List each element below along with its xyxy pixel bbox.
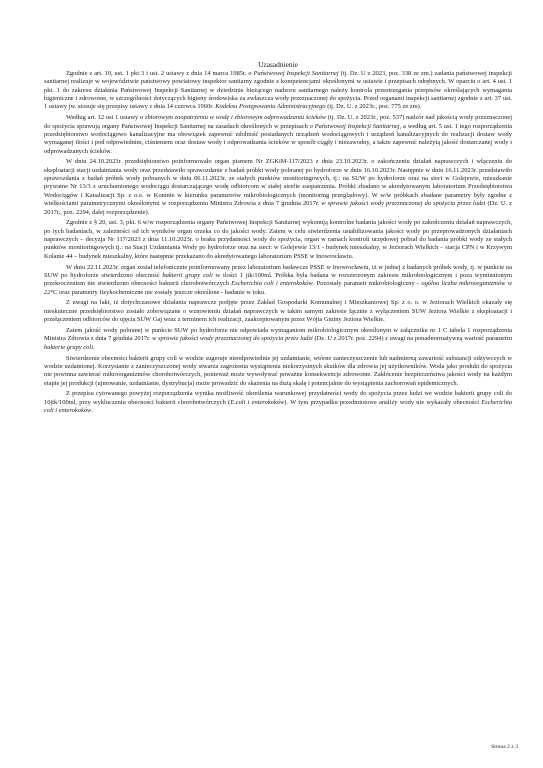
italic-text-run: o Państwowej Inspekcji Sanitarnej bbox=[309, 122, 400, 130]
italic-text-run: ogólna liczba mikroorganizmów w 22°C bbox=[44, 280, 512, 296]
text-run: oraz parametry fizykochemiczne nie zostały jeszcze określone - badanie w toku. bbox=[57, 288, 266, 296]
italic-text-run: Escherichia coli i enterokoków bbox=[231, 280, 313, 288]
text-run: W dniu 24.10.2023r. przedsiębiorstwo poinformowało organ pismem Nr ZGKiM-117/2023 z dnia 23.10.2023r. o zakończeniu działań naprawczych i włączeniu do eksploatacji stacji uzdatniania wody oraz przedstawiło sprawozdanie z badań próbki wody pobranej po hydroforze w dniu 16.10.2023r. Następnie w dniu 16.11.2023r. przedstawiło sprawozdania z badań próbek wody pobranych w dniu 06.11.2023r. ze stałych punktów monitoringowych, tj.: na SUW po hydroforze oraz na sieci w Golejewie, mieszkanie prywatne Nr 13/3 z uruchomionego wodociągu dostarczającego wodę odbiorcom w stałej strefie zaopatrzenia. Próbki zbadano w akredytowanym laboratorium Przedsiębiorstwa Wodociągów i Kanalizacji Sp. z o.o. w Koninie w kierunku parametrów mikrobiologicznych (monitoring przeglądowy). W w/w próbkach zbadane parametry były zgodne z wielkościami parametrycznymi określonymi w rozporządzeniu Ministra Zdrowia z dnia 7 grudnia 2017r. bbox=[44, 158, 512, 208]
paragraph-conditional-suitability bbox=[44, 390, 512, 415]
text-run: w ilości 1 jtk/100ml. Próbka była badana w rozszerzonym zakresie mikrobiologicznym i poza wymienionym przekroczeniem nie stwierdzono obecności bakterii chorobotwórczych bbox=[44, 271, 512, 288]
italic-text-run: o zbiorowym zaopatrzeniu w wodę i zbiorowym odprowadzaniu ścieków bbox=[140, 114, 327, 122]
text-run: Zgodnie z art. 10, ust. 1 pkt 3 i ust. 2 ustawy z dnia 14 marca 1985r. bbox=[66, 70, 249, 77]
text-run: W dniu 22.11.2023r. organ został telefonicznie poinformowany przez laboratorium badawcze PSSE w Inowrocławiu, iż w jednej z badanych próbek wody, tj. w punkcie na SUW po hydroforze stwierdzono obecność bbox=[44, 263, 512, 279]
text-run: . Pozostały parametr mikrobiologiczny - bbox=[312, 280, 422, 288]
text-run: Stwierdzenie obecności bakterii grupy coli w wodzie sugeruje nieodpowiednie jej uzdatnianie, wtórne zanieczyszczenie lub nadmierną zawartość substancji odżywczych w wodzie uzdatnionej. Korzystanie z zanieczyszczonej wody stwarza zagrożenia wystąpienia niekorzystnych skutków dla zdrowia jej użytkowników. Woda jako produkt do spożycia nie powinna zawierać mikroorganizmów chorobotwórczych, ponieważ może wywoływać poważne konsekwencje zdrowotne. Zakłócenie bezpieczeństwa jakości wody na każdym etapie jej produkcji (ujmowanie, uzdatnianie, dystrybucja) może prowadzić do skażenia na dużą skalę i potencjalnie do wystąpienia zachorowań epidemicznych. bbox=[44, 354, 512, 387]
text-run: . bbox=[92, 343, 95, 351]
paragraph-supervision bbox=[44, 114, 512, 156]
text-run: . bbox=[91, 407, 93, 415]
text-run: (tj. Dz. U. z 2023r., poz. 537) nadzór nad jakością wody przeznaczonej do spożycia sprawują organy Państwowej Inspekcji Sanitarnej na zasadach określonych w przepisach bbox=[44, 114, 512, 130]
text-run: Zgodnie z § 20, ust. 3, pkt. 6 w/w rozporządzenia organy Państwowej Inspekcji Sanitarnej wykonują kontrolne badania jakości wody po zakończeniu działań naprawczych, po tych badaniach, w zależności od ich wyników organ orzeka co do jakości wody. Zatem w celu stwierdzenia ustabilizowania jakości wody po przeprowadzonych działaniach naprawczych – decyzja Nr 117/2023 z dnia 11.10.2023r. o braku przydatności wody do spożycia, organ w ramach kontroli urzędowej pobrał do badania próbki wody ze stałych punktów monitoringowych tj.: na Stacji Uzdatniania Wody po hydroforze oraz na sieci: w Golejewie 13/1 - budynek mieszkalny, w Jeziorach Wielkich – stacja CPN i w Krzywym Kolanie 44 – budynek mieszkalny, które następnie przekazano do akredytowanego laboratorium PSSE w Inowrocławiu. bbox=[44, 219, 512, 260]
italic-text-run: E.coli bbox=[230, 398, 246, 406]
paragraph-conclusion bbox=[44, 327, 512, 352]
italic-text-run: bakterii grupy coli bbox=[162, 271, 213, 279]
text-run: ). W tym przypadku przedmiotowe analizy wody nie wykazały obecności bbox=[284, 398, 482, 406]
text-run: Według art. 12 ust 1 ustawy bbox=[66, 114, 140, 122]
text-run: (tj. Dz. U z 2023, poz. 338 ze zm.) zadania państwowej inspekcji sanitarnej realizuje w województwie państwowy powiatowy inspektor sanitarny zgodnie z kompetencjami określonymi w ustawie i przepisach odrębnych. W oparciu o art. 4 ust. 1 pkt. 1 do zakresu działania Państwowej Inspekcji Sanitarnej w dziedzinie bieżącego nadzoru sanitarnego należy kontrola przestrzegania przepisów określających wymagania higieniczne i zdrowotne, w szczególności dotyczących higieny środowiska za zwłaszcza wody przeznaczonej do spożycia. Przed organami inspekcji sanitarnej zgodnie z art. 37 ust. 1 ustawy jw. stosuje się przepisy ustawy z dnia 14 czerwca 1960r. bbox=[44, 70, 512, 111]
italic-text-run: w sprawie jakości wody przeznaczonej do spożycia przez ludzi bbox=[321, 200, 486, 208]
paragraph-lab-results bbox=[44, 264, 512, 297]
text-run: (tj. Dz. U. z 2023r., poz. 775 ze zm). bbox=[325, 103, 422, 111]
text-run: (Dz. U. z 2017r., poz. 2294, dalej rozporządzenie). bbox=[44, 200, 513, 216]
paragraph-repair-notice bbox=[44, 158, 512, 216]
text-run: Z przepisu cytowanego powyżej rozporządzenia wynika możliwość określenia warunkowej przydatności wody do spożycia przez ludzi we wodzie bakterii grupy coli do 10jtk/100ml, przy wykluczeniu obecności bakterii chorobotwórczych ( bbox=[44, 390, 512, 406]
italic-text-run: w sprawie jakości wody przeznaczonej do spożycia przez ludzi bbox=[152, 335, 313, 343]
text-run: Zatem jakość wody pobranej w punkcie SUW po hydroforze nie odpowiada wymaganiom mikrobiologicznym określonym w załączniku nr 1 C tabela 1 rozporządzenia Ministra Zdrowia z dnia 7 grudnia 2017r. bbox=[44, 326, 512, 343]
text-run: Z uwagi na fakt, iż dotychczasowe działania naprawcze podjęte przez Zakład Gospodarki Komunalnej i Mieszkaniowej Sp. z o. o. w Jeziorach Wielkich okazały się nieskuteczne przedsiębiorstwo zostało zobowiązane o wznowieniu działań naprawczych w takim samym zakresie łącznie z wyłączeniem SUW Jeziora Wielkie z eksploatacji i przełączeniem odbiorców do ujęcia SUW Gaj wraz z terminem ich realizacji, zaakceptowanym przez Wójta Gminy Jeziora Wielkie. bbox=[44, 299, 512, 324]
text-run: , a według art. 5 ust. 1 tego rozporządzenia przedsiębiorstwo wodociągowo kanalizacyjne ma obowiązek zapewnić zdolność posiadanych urządzeń wodociągowych i urządzeń kanalizacyjnych do realizacji dostaw wody wymaganej ilości i pod odpowiednim, ciśnieniem oraz dostaw wody i odprowadzania ścieków w sposób ciągły i niezawodny, a także zapewnić należytą jakość dostarczanej wody i odprowadzanych ścieków. bbox=[44, 122, 512, 155]
italic-text-run: enterokoków bbox=[251, 398, 285, 406]
paragraph-control-sampling bbox=[44, 219, 512, 261]
document-title: Uzasadnienie bbox=[258, 60, 298, 69]
page-number: Strona 2 z 3 bbox=[491, 744, 518, 750]
paragraph-legal-basis bbox=[44, 70, 512, 112]
italic-text-run: Kodeksu Postępowania Administracyjnego bbox=[215, 103, 326, 111]
italic-text-run: Escherichia coli i enterokoków bbox=[44, 398, 512, 415]
text-run: i bbox=[245, 398, 252, 406]
document-body bbox=[44, 60, 512, 415]
paragraph-health-risk bbox=[44, 355, 512, 388]
paragraph-repair-obligation bbox=[44, 299, 512, 324]
italic-text-run: bakterie grupy coli bbox=[44, 343, 93, 351]
italic-text-run: o Państwowej Inspekcji Sanitarnej bbox=[248, 70, 339, 77]
text-run: (Dz. U z 2017r. poz. 2294) z uwagi na ponadnormatywną wartość parametru bbox=[312, 335, 512, 343]
